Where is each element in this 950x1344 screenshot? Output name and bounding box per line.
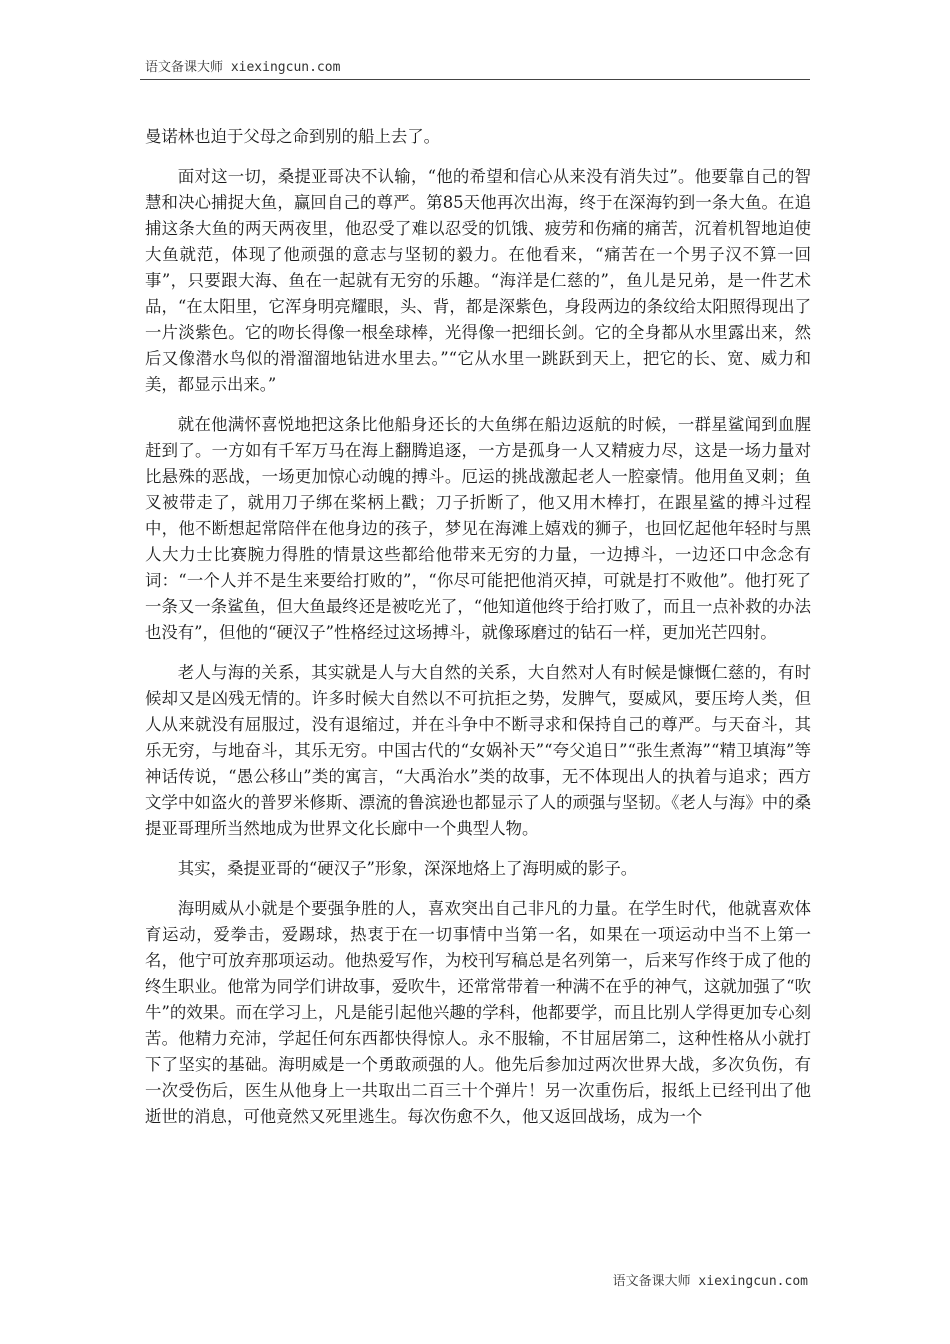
document-body (145, 124, 811, 1144)
page-footer: 语文备课大师 xiexingcun.com (612, 1274, 808, 1289)
paragraph-1: 曼诺林也迫于父母之命到别的船上去了。 (145, 127, 441, 146)
paragraph-4: 老人与海的关系，其实就是人与大自然的关系，大自然对人有时候是慷慨仁慈的，有时候却又是凶残无情的。许多时候大自然以不可抗拒之势，发脾气，耍威风，要压垮人类，但人从来就没有屈服过，没有退缩过，并在斗争中不断寻求和保持自己的尊严。与天奋斗，其乐无穷，与地奋斗，其乐无穷。中国古代的“女娲补天”“夸父追日”“张生煮海”“精卫填海”等神话传说，“愚公移山”类的寓言，“大禹治水”类的故事，无不体现出人的执着与追求；西方文学中如盗火的普罗米修斯、漂流的鲁滨逊也都显示了人的顽强与坚韧。《老人与海》中的桑提亚哥理所当然地成为世界文化长廊中一个典型人物。 (145, 663, 811, 838)
page-header: 语文备课大师 xiexingcun.com (145, 60, 341, 75)
paragraph-5: 其实，桑提亚哥的“硬汉子”形象，深深地烙上了海明威的影子。 (177, 859, 638, 878)
header-divider (140, 79, 810, 80)
paragraph-6: 海明威从小就是个要强争胜的人，喜欢突出自己非凡的力量。在学生时代，他就喜欢体育运动，爱拳击，爱踢球，热衷于在一切事情中当第一名，如果在一项运动中当不上第一名，他宁可放弃那项运动。他热爱写作，为校刊写稿总是名列第一，后来写作终于成了他的终生职业。他常为同学们讲故事，爱吹牛，还常常带着一种满不在乎的神气，这就加强了“吹牛”的效果。而在学习上，凡是能引起他兴趣的学科，他都要学，而且比别人学得更加专心刻苦。他精力充沛，学起任何东西都快得惊人。永不服输，不甘屈居第二，这种性格从小就打下了坚实的基础。海明威是一个勇敢顽强的人。他先后参加过两次世界大战，多次负伤，有一次受伤后，医生从他身上一共取出二百三十个弹片！另一次重伤后，报纸上已经刊出了他逝世的消息，可他竟然又死里逃生。每次伤愈不久，他又返回战场，成为一个 (145, 899, 811, 1126)
paragraph-3: 就在他满怀喜悦地把这条比他船身还长的大鱼绑在船边返航的时候，一群星鲨闻到血腥赶到了。一方如有千军万马在海上翻腾追逐，一方是孤身一人又精疲力尽，这是一场力量对比悬殊的恶战，一场更加惊心动魄的搏斗。厄运的挑战激起老人一腔豪情。他用鱼叉刺；鱼叉被带走了，就用刀子绑在桨柄上戳；刀子折断了，他又用木棒打，在跟星鲨的搏斗过程中，他不断想起常陪伴在他身边的孩子，梦见在海滩上嬉戏的狮子，也回忆起他年轻时与黑人大力士比赛腕力得胜的情景这些都给他带来无穷的力量，一边搏斗，一边还口中念念有词：“一个人并不是生来要给打败的”，“你尽可能把他消灭掉，可就是打不败他”。他打死了一条又一条鲨鱼，但大鱼最终还是被吃光了，“他知道他终于给打败了，而且一点补救的办法也没有”，但他的“硬汉子”性格经过这场搏斗，就像琢磨过的钻石一样，更加光芒四射。 (145, 415, 811, 642)
paragraph-2: 面对这一切，桑提亚哥决不认输，“他的希望和信心从来没有消失过”。他要靠自己的智慧和决心捕捉大鱼，赢回自己的尊严。第85天他再次出海，终于在深海钓到一条大鱼。在追捕这条大鱼的两天两夜里，他忍受了难以忍受的饥饿、疲劳和伤痛的痛苦，沉着机智地迫使大鱼就范，体现了他顽强的意志与坚韧的毅力。在他看来，“痛苦在一个男子汉不算一回事”，只要跟大海、鱼在一起就有无穷的乐趣。“海洋是仁慈的”，鱼儿是兄弟，是一件艺术品，“在太阳里，它浑身明亮耀眼，头、背，都是深紫色，身段两边的条纹给太阳照得现出了一片淡紫色。它的吻长得像一根垒球棒，光得像一把细长剑。它的全身都从水里露出来，然后又像潜水鸟似的滑溜溜地钻进水里去。”“它从水里一跳跃到天上，把它的长、宽、威力和美，都显示出来。” (145, 167, 811, 394)
